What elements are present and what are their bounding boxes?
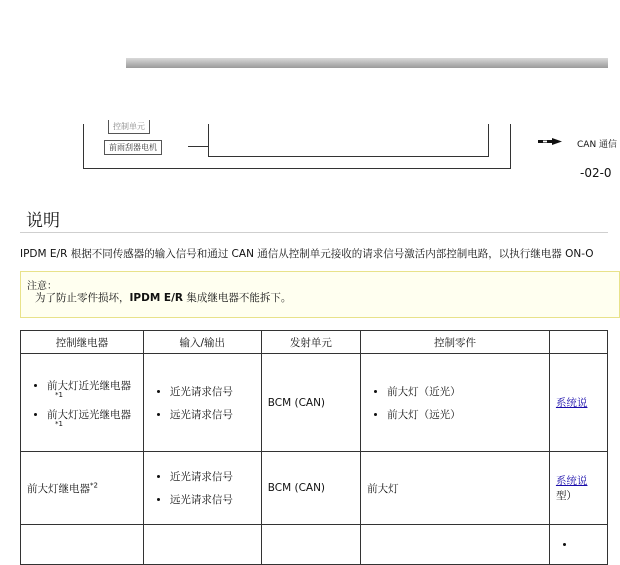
diagram-line — [488, 124, 489, 157]
relay-name: 前大灯近光继电器 — [47, 379, 131, 392]
table-cell-io — [143, 354, 261, 452]
table-row — [21, 452, 608, 525]
table-header-cell: 输入/输出 — [143, 331, 261, 354]
list-item: • 近光请求信号 — [170, 469, 255, 484]
link-suffix: 型） — [555, 490, 577, 502]
table-header-cell: 发射单元 — [261, 331, 360, 354]
table-cell-relay — [21, 452, 144, 525]
page-number: -02-0 — [580, 166, 612, 180]
relay-note: *1 — [55, 419, 63, 428]
caution-text-prefix: 为了防止零件损坏， — [35, 292, 130, 304]
caution-label: 注意： — [27, 281, 57, 292]
list-item: • 前大灯（近光） — [387, 384, 543, 399]
table-cell-parts — [361, 354, 550, 452]
list-item: • 前大灯（远光） — [387, 407, 543, 422]
section-title: 说明 — [26, 211, 60, 231]
system-description-link[interactable]: 系统说 — [555, 397, 588, 409]
list-item — [576, 539, 601, 551]
table-cell-link — [549, 354, 607, 452]
relay-note: *1 — [55, 390, 63, 399]
table-cell-parts: 前大灯 — [361, 452, 550, 525]
table-cell-transmitter: BCM (CAN) — [261, 452, 360, 525]
list-item — [47, 378, 137, 399]
table-cell — [361, 525, 550, 565]
caution-text — [35, 290, 291, 305]
caution-text-bold: IPDM E/R — [129, 292, 184, 304]
list-item — [47, 407, 137, 428]
list-item: • 远光请求信号 — [170, 492, 255, 507]
section-description: IPDM E/R 根据不同传感器的输入信号和通过 CAN 通信从控制单元接收的请求信号激活内部控制电路，以执行继电器 ON-O — [20, 248, 594, 260]
table-cell-link — [549, 452, 607, 525]
title-divider — [20, 232, 608, 233]
system-description-link[interactable]: 系统说 — [555, 475, 588, 487]
list-item: • 近光请求信号 — [170, 384, 255, 399]
table-header-cell: 控制继电器 — [21, 331, 144, 354]
list-item: • 远光请求信号 — [170, 407, 255, 422]
table-cell-transmitter: BCM (CAN) — [261, 354, 360, 452]
relay-note: *2 — [90, 481, 98, 489]
table-header-row — [21, 331, 608, 354]
diagram-connector-line — [188, 146, 208, 147]
relay-name: 前大灯继电器 — [27, 482, 90, 495]
diagram-line — [208, 124, 209, 156]
can-legend-label: CAN 通信 — [577, 140, 618, 150]
can-arrow-icon — [538, 138, 562, 145]
table-cell — [21, 525, 144, 565]
relay-name: 前大灯远光继电器 — [47, 408, 131, 421]
diagram-box-control-unit: 控制单元 — [108, 120, 150, 134]
relay-table — [20, 330, 608, 565]
table-cell-relay — [21, 354, 144, 452]
table-cell-io — [143, 452, 261, 525]
table-header-cell: 控制零件 — [361, 331, 550, 354]
wiring-diagram — [83, 124, 511, 169]
table-row — [21, 525, 608, 565]
caution-box — [20, 271, 620, 318]
header-shadow-bar — [126, 58, 608, 68]
table-cell — [549, 525, 607, 565]
table-cell — [143, 525, 261, 565]
diagram-box-front-wiper-motor: 前雨刮器电机 — [104, 140, 162, 155]
table-cell — [261, 525, 360, 565]
caution-text-suffix: 集成继电器不能拆下。 — [183, 292, 292, 304]
table-row — [21, 354, 608, 452]
table-header-cell — [549, 331, 607, 354]
diagram-line — [208, 156, 488, 157]
